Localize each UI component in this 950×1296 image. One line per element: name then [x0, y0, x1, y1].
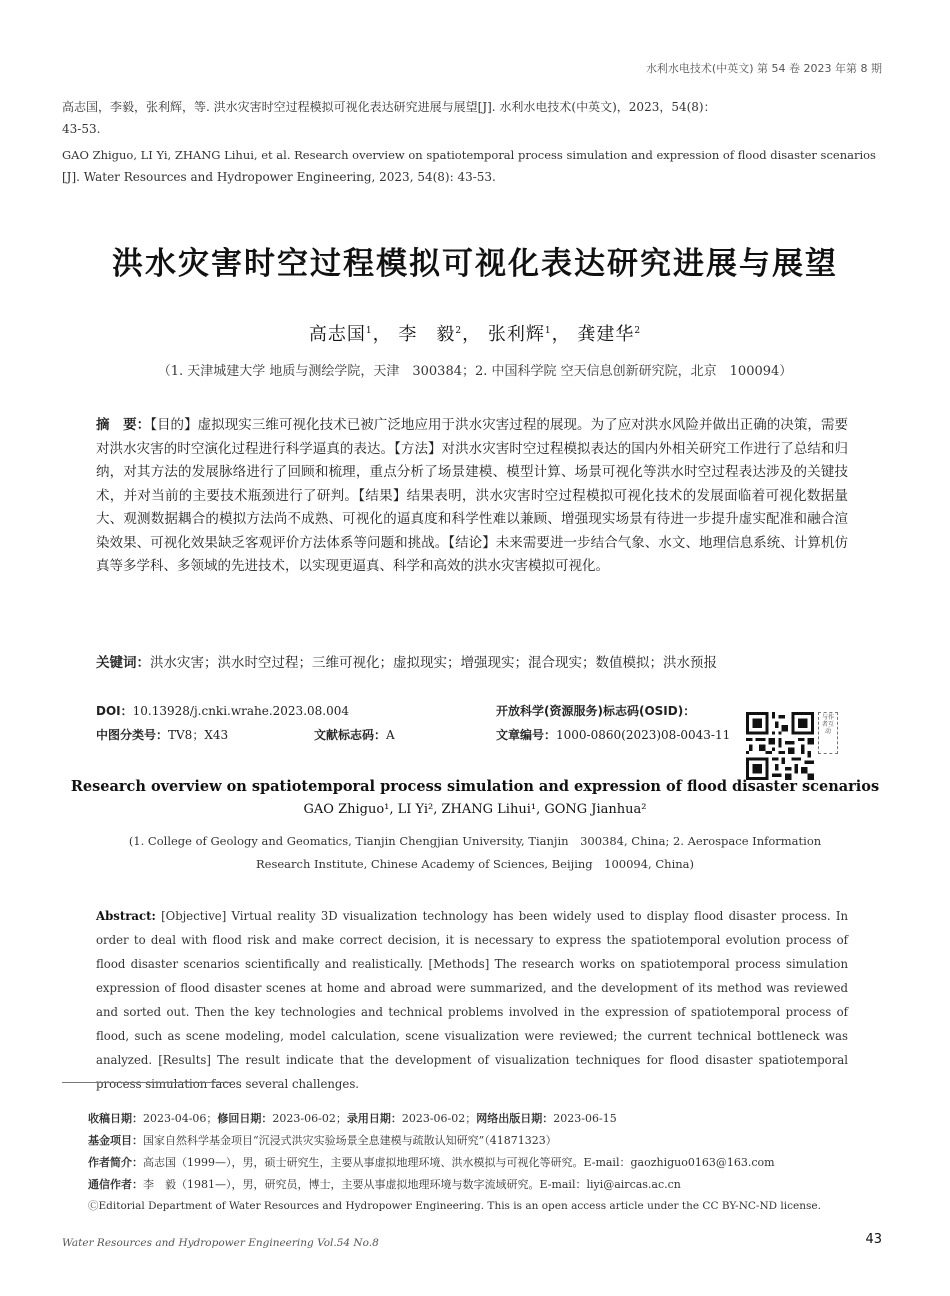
revised-value: 2023-06-02；: [272, 1112, 347, 1125]
citation-zh: [62, 96, 884, 140]
article-number-label: 文章编号：: [496, 728, 557, 742]
citation-en: [62, 144, 884, 188]
osid-label-text: 开放科学(资源服务)标志码(OSID)：: [496, 704, 696, 718]
revised-label: 修回日期：: [217, 1112, 273, 1125]
citation-zh-line2: 43-53.: [62, 122, 101, 136]
citation-en-line1: GAO Zhiguo, LI Yi, ZHANG Lihui, et al. Research overview on spatiotemporal process simulation and expression of flood disaster scenarios: [62, 148, 876, 162]
author-bio: [88, 1154, 890, 1170]
clc-label: 中图分类号：: [96, 728, 169, 742]
author-name: 龚建华: [577, 324, 635, 345]
english-abstract-text: [Objective] Virtual reality 3D visualization technology has been widely used to display flood disaster process. In order to deal with flood risk and make correct decision, it is necessary to express the spatiotemporal evolution process of flood disaster scenarios scientifically and realistically. [Methods] The research works on spatiotemporal process simulation expression of flood disaster scenes at home and abroad were summarized, and the development of its method was reviewed and sorted out. Then the key technologies and technical problems involved in the expression of spatiotemporal process of flood, such as scene modeling, model calculation, scene visualization were reviewed; the current technical bottleneck was analyzed. [Results] The result indicate that the development of visualization techniques for flood disaster spatiotemporal process simulation faces several challenges.: [96, 909, 849, 1091]
author-affil-mark: 1: [544, 326, 552, 336]
document-code: [314, 726, 395, 743]
fund-project: [88, 1132, 890, 1148]
copyright-line: ⒸEditorial Department of Water Resources and Hydropower Engineering. This is an open access article under the CC BY-NC-ND license.: [88, 1200, 821, 1212]
author-affil-mark: 2: [634, 326, 642, 336]
english-abstract: [96, 904, 848, 1096]
running-header: 水利水电技术(中英文) 第 54 卷 2023 年第 8 期: [645, 62, 882, 75]
received-label: 收稿日期：: [88, 1112, 143, 1125]
english-affil-line1: (1. College of Geology and Geomatics, Tianjin Chengjian University, Tianjin 300384, China; 2. Aerospace Information: [128, 834, 822, 848]
document-code-value: A: [386, 728, 395, 742]
footnote-divider: [62, 1082, 232, 1083]
citation-zh-line1: 高志国，李毅，张利辉，等. 洪水灾害时空过程模拟可视化表达研究进展与展望[J]. 水利水电技术(中英文)，2023，54(8)：: [62, 100, 716, 114]
english-title: Research overview on spatiotemporal process simulation and expression of flood disaster scenarios: [70, 778, 880, 795]
abstract-zh-text: 【目的】虚拟现实三维可视化技术已被广泛地应用于洪水灾害过程的展现。为了应对洪水风险并做出正确的决策，需要对洪水灾害的时空演化过程进行科学逼真的表达。【方法】对洪水灾害时空过程模拟表达的国内外相关研究工作进行了总结和归纳，对其方法的发展脉络进行了回顾和梳理，重点分析了场景建模、模型计算、场景可视化等洪水时空过程表达涉及的关键技术，并对当前的主要技术瓶颈进行了研判。【结果】结果表明，洪水灾害时空过程模拟可视化技术的发展面临着可视化数据量大、观测数据耦合的模拟方法尚不成熟、可视化的逼真度和科学性难以兼顾、增强现实场景有待进一步提升虚实配准和融合渲染效果、可视化效果缺乏客观评价方法体系等问题和挑战。【结论】未来需要进一步结合气象、水文、地理信息系统、计算机仿真等多学科、多领域的先进技术，以实现更逼真、科学和高效的洪水灾害模拟可视化。: [96, 417, 849, 574]
keywords-label: 关键词：: [96, 655, 150, 671]
osid-interact-box: 与作者互动: [818, 712, 838, 754]
accepted-value: 2023-06-02；: [401, 1112, 477, 1125]
article-number: [496, 726, 730, 743]
author-name: 张利辉: [487, 324, 545, 345]
corresponding-value: 李 毅（1981—），男，研究员，博士，主要从事虚拟地理环境与数字流域研究。E-mail：liyi@aircas.ac.cn: [143, 1178, 681, 1191]
author-affil-mark: 1: [365, 326, 373, 336]
abstract-zh-label: 摘 要：: [96, 417, 151, 433]
affiliations: （1. 天津城建大学 地质与测绘学院，天津 300384；2. 中国科学院 空天信息创新研究院，北京 100094）: [157, 364, 793, 379]
abstract-zh: [96, 414, 848, 579]
doi-value[interactable]: 10.13928/j.cnki.wrahe.2023.08.004: [132, 704, 349, 718]
keywords-text: 洪水灾害；洪水时空过程；三维可视化；虚拟现实；增强现实；混合现实；数值模拟；洪水预报: [150, 655, 717, 671]
author-affil-mark: 2: [455, 326, 463, 336]
corresponding-author: [88, 1176, 890, 1192]
doi: [96, 702, 349, 719]
footer-journal: Water Resources and Hydropower Engineering Vol.54 No.8: [62, 1237, 379, 1249]
english-affil-line2: Research Institute, Chinese Academy of Sciences, Beijing 100094, China): [255, 857, 695, 871]
clc-value: TV8；X43: [168, 728, 229, 742]
fund-value: 国家自然科学基金项目“沉浸式洪灾实验场景全息建模与疏散认知研究”（41871323）: [143, 1134, 557, 1147]
qr-code-icon[interactable]: [746, 712, 814, 780]
clc-number: [96, 726, 228, 743]
article-number-value: 1000-0860(2023)08-0043-11: [556, 728, 731, 742]
document-code-label: 文献标志码：: [314, 728, 387, 742]
online-label: 网络出版日期：: [476, 1112, 554, 1125]
author-list: [0, 320, 950, 346]
doi-label: DOI：: [96, 704, 133, 718]
fund-label: 基金项目：: [88, 1134, 143, 1147]
osid-label: [496, 702, 695, 719]
author-separator: ，: [462, 324, 482, 345]
author-separator: ，: [372, 324, 392, 345]
author-bio-label: 作者简介：: [88, 1156, 143, 1169]
page-number: 43: [865, 1232, 882, 1247]
received-value: 2023-04-06；: [143, 1112, 218, 1125]
english-authors: GAO Zhiguo¹, LI Yi², ZHANG Lihui¹, GONG Jianhua²: [303, 802, 647, 817]
corresponding-label: 通信作者：: [88, 1178, 143, 1191]
author-name: 李 毅: [398, 324, 456, 345]
received-dates: [88, 1110, 890, 1126]
paper-title: 洪水灾害时空过程模拟可视化表达研究进展与展望: [112, 246, 838, 282]
author-name: 高志国: [308, 324, 366, 345]
accepted-label: 录用日期：: [346, 1112, 402, 1125]
citation-en-line2: [J]. Water Resources and Hydropower Engineering, 2023, 54(8): 43-53.: [62, 170, 496, 184]
english-abstract-label: Abstract:: [96, 909, 156, 923]
author-bio-value: 高志国（1999—），男，硕士研究生，主要从事虚拟地理环境、洪水模拟与可视化等研究。E-mail：gaozhiguo0163@163.com: [143, 1156, 775, 1169]
english-affiliations: [0, 830, 950, 876]
keywords: [96, 652, 848, 675]
online-value: 2023-06-15: [553, 1112, 617, 1125]
author-separator: ，: [551, 324, 571, 345]
